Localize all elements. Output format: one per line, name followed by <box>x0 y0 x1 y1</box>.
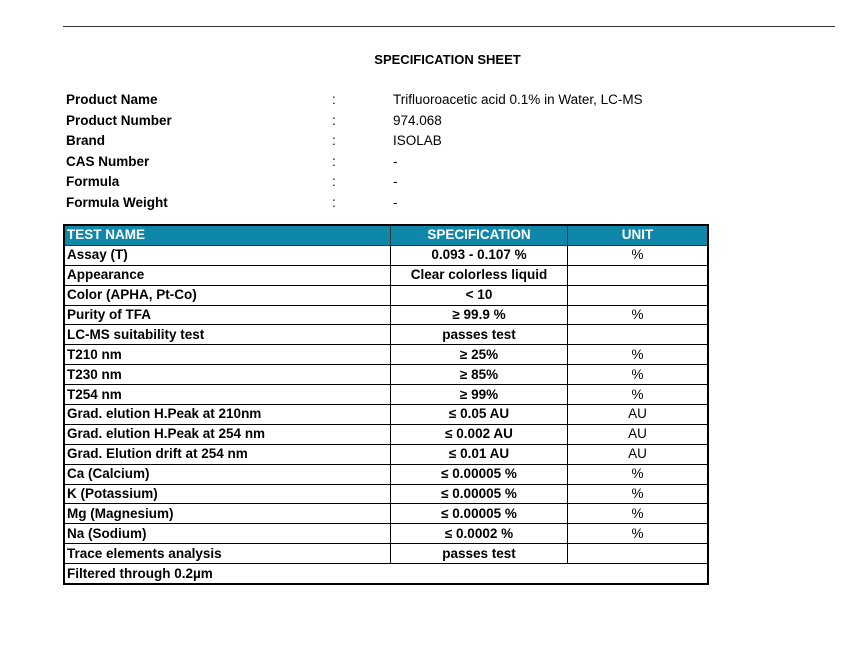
table-row <box>64 265 708 285</box>
specification: 0.093 - 0.107 % <box>391 245 568 265</box>
table-row <box>64 504 708 524</box>
specification: ≤ 0.00005 % <box>391 464 568 484</box>
specification: ≤ 0.00005 % <box>391 504 568 524</box>
test-name: Grad. elution H.Peak at 254 nm <box>64 424 391 444</box>
specification: ≤ 0.002 AU <box>391 424 568 444</box>
test-name: Assay (T) <box>64 245 391 265</box>
info-row <box>66 133 766 154</box>
info-value: ISOLAB <box>393 133 442 149</box>
top-rule <box>63 26 835 27</box>
filter-note: Filtered through 0.2µm <box>64 564 708 584</box>
table-row <box>64 345 708 365</box>
unit <box>568 544 709 564</box>
table-row <box>64 444 708 464</box>
unit: AU <box>568 424 709 444</box>
specification: passes test <box>391 325 568 345</box>
unit: % <box>568 385 709 405</box>
info-row <box>66 92 766 113</box>
unit: % <box>568 504 709 524</box>
table-row <box>64 405 708 425</box>
info-colon: : <box>332 153 336 169</box>
header-unit: UNIT <box>568 225 709 245</box>
info-colon: : <box>332 112 336 128</box>
table-row <box>64 424 708 444</box>
info-value: Trifluoroacetic acid 0.1% in Water, LC-MS <box>393 92 643 107</box>
unit: % <box>568 345 709 365</box>
test-name: Mg (Magnesium) <box>64 504 391 524</box>
table-row <box>64 464 708 484</box>
test-name: K (Potassium) <box>64 484 391 504</box>
info-colon: : <box>332 133 336 149</box>
specification: < 10 <box>391 285 568 305</box>
header-specification: SPECIFICATION <box>391 225 568 245</box>
info-colon: : <box>332 92 336 107</box>
table-row <box>64 325 708 345</box>
specification: ≤ 0.00005 % <box>391 484 568 504</box>
test-name: LC-MS suitability test <box>64 325 391 345</box>
table-row <box>64 524 708 544</box>
specification: ≤ 0.0002 % <box>391 524 568 544</box>
table-row-footer <box>64 564 708 584</box>
test-name: Grad. Elution drift at 254 nm <box>64 444 391 464</box>
unit: % <box>568 524 709 544</box>
specification: ≥ 99% <box>391 385 568 405</box>
info-value: - <box>393 153 398 169</box>
unit <box>568 325 709 345</box>
info-label: Product Name <box>66 92 158 107</box>
test-name: T254 nm <box>64 385 391 405</box>
test-name: T210 nm <box>64 345 391 365</box>
info-value: - <box>393 194 398 210</box>
info-label: Product Number <box>66 112 172 128</box>
test-name: Trace elements analysis <box>64 544 391 564</box>
test-name: Purity of TFA <box>64 305 391 325</box>
test-name: Ca (Calcium) <box>64 464 391 484</box>
table-row <box>64 245 708 265</box>
table-row <box>64 285 708 305</box>
info-value: 974.068 <box>393 112 442 128</box>
test-name: Appearance <box>64 265 391 285</box>
header-test-name: TEST NAME <box>64 225 391 245</box>
test-name: Color (APHA, Pt-Co) <box>64 285 391 305</box>
table-row <box>64 305 708 325</box>
info-label: Formula <box>66 174 120 190</box>
info-row <box>66 113 766 134</box>
specification: ≥ 25% <box>391 345 568 365</box>
test-name: T230 nm <box>64 365 391 385</box>
info-label: CAS Number <box>66 153 150 169</box>
table-row <box>64 385 708 405</box>
info-row <box>66 154 766 175</box>
info-label: Formula Weight <box>66 194 168 210</box>
specification: ≤ 0.05 AU <box>391 405 568 425</box>
unit: % <box>568 464 709 484</box>
table-row <box>64 484 708 504</box>
unit: % <box>568 365 709 385</box>
specification: passes test <box>391 544 568 564</box>
page-title: SPECIFICATION SHEET <box>374 52 521 67</box>
table-row <box>64 365 708 385</box>
unit: AU <box>568 405 709 425</box>
info-colon: : <box>332 174 336 190</box>
table-row <box>64 544 708 564</box>
specification: Clear colorless liquid <box>391 265 568 285</box>
test-name: Grad. elution H.Peak at 210nm <box>64 405 391 425</box>
specification: ≥ 85% <box>391 365 568 385</box>
test-name: Na (Sodium) <box>64 524 391 544</box>
table-header-row <box>64 225 708 245</box>
unit: AU <box>568 444 709 464</box>
unit: % <box>568 484 709 504</box>
spec-table <box>63 224 709 585</box>
info-colon: : <box>332 194 336 210</box>
info-row <box>66 174 766 195</box>
unit <box>568 285 709 305</box>
info-label: Brand <box>66 133 106 149</box>
unit <box>568 265 709 285</box>
unit: % <box>568 305 709 325</box>
info-row <box>66 195 766 216</box>
info-value: - <box>393 174 398 190</box>
unit: % <box>568 245 709 265</box>
specification: ≤ 0.01 AU <box>391 444 568 464</box>
product-info <box>66 92 766 216</box>
specification: ≥ 99.9 % <box>391 305 568 325</box>
